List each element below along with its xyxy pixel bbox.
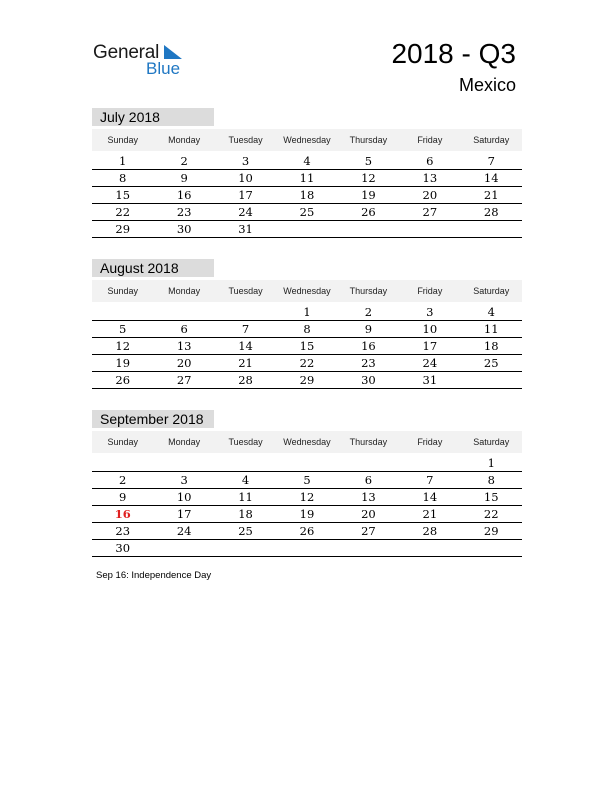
- logo-text-blue: Blue: [146, 59, 181, 78]
- day-cell: 17: [238, 187, 253, 202]
- day-cell: 23: [115, 523, 131, 538]
- weekday-label: Wednesday: [283, 286, 331, 296]
- day-cell: 21: [238, 355, 253, 370]
- month-calendar: [92, 410, 522, 557]
- day-cell: 14: [238, 338, 253, 353]
- day-cell: 28: [238, 372, 253, 387]
- day-cell: 16: [361, 338, 376, 353]
- day-cell: 12: [361, 170, 376, 185]
- day-cell: 4: [303, 154, 311, 168]
- day-cell: 31: [422, 372, 438, 387]
- day-cell: 8: [487, 472, 495, 487]
- weekday-label: Tuesday: [228, 437, 263, 447]
- generalblue-logo: [93, 42, 193, 78]
- day-cell: 26: [115, 372, 131, 387]
- day-cell: [338, 540, 399, 556]
- country-name: Mexico: [458, 75, 516, 95]
- month-calendar: [92, 259, 522, 389]
- week-row: [92, 321, 522, 338]
- day-cell: 5: [303, 472, 311, 487]
- day-cell: 3: [241, 154, 250, 168]
- day-cell: 5: [119, 321, 127, 336]
- day-cell: [276, 221, 337, 237]
- weekday-label: Friday: [417, 286, 443, 296]
- day-cell: 15: [299, 338, 315, 353]
- day-cell: 22: [483, 506, 499, 521]
- day-cell: 19: [299, 506, 315, 521]
- day-cell: 3: [426, 305, 434, 319]
- day-cell: 4: [487, 305, 495, 319]
- day-cell: 14: [483, 170, 499, 185]
- day-cell: 26: [361, 204, 376, 219]
- day-cell: 11: [238, 489, 253, 504]
- week-row: [92, 170, 522, 187]
- weekday-header-row: [92, 431, 522, 453]
- day-cell: [399, 540, 460, 556]
- day-cell: 19: [115, 355, 131, 370]
- day-cell: 28: [422, 523, 438, 538]
- day-cell: 9: [180, 170, 188, 185]
- day-cell: 23: [176, 204, 192, 219]
- day-cell: 22: [115, 204, 131, 219]
- week-row: [92, 204, 522, 221]
- day-cell: 8: [303, 321, 311, 336]
- week-row: [92, 472, 522, 489]
- day-cell: 18: [238, 506, 253, 521]
- day-cell: 21: [483, 187, 499, 202]
- day-cell: 13: [176, 338, 192, 353]
- day-cell: 29: [299, 372, 315, 387]
- day-cell: [338, 221, 399, 237]
- day-cell: [276, 453, 337, 471]
- day-cell: 8: [119, 170, 127, 185]
- logo-text-general: General: [93, 42, 160, 63]
- day-cell: [338, 453, 399, 471]
- day-cell: 24: [422, 355, 438, 370]
- week-row: [92, 523, 522, 540]
- day-cell: 11: [483, 321, 499, 336]
- day-cell: 27: [361, 523, 376, 538]
- day-cell: 2: [364, 305, 373, 319]
- day-cell: [461, 221, 522, 237]
- day-cell: 6: [364, 472, 373, 487]
- weekday-header-row: [92, 129, 522, 151]
- day-cell: 21: [422, 506, 438, 521]
- day-cell: 6: [426, 154, 434, 168]
- day-cell: [215, 453, 276, 471]
- day-cell: 11: [299, 170, 315, 185]
- weekday-label: Saturday: [473, 286, 510, 296]
- day-cell: 20: [422, 187, 438, 202]
- month-calendar: [92, 108, 522, 238]
- weekday-label: Saturday: [473, 437, 510, 447]
- day-cell: 16: [176, 187, 192, 202]
- weekday-label: Thursday: [349, 286, 388, 296]
- day-cell: 16: [114, 506, 131, 521]
- day-cell: 29: [115, 221, 131, 236]
- weekday-label: Sunday: [107, 135, 138, 145]
- weekday-label: Tuesday: [228, 286, 263, 296]
- day-cell: [399, 221, 460, 237]
- day-cell: 10: [422, 321, 438, 336]
- day-cell: 5: [364, 154, 373, 168]
- weekday-label: Wednesday: [283, 135, 331, 145]
- day-cell: 30: [115, 540, 131, 555]
- weekday-label: Sunday: [107, 437, 138, 447]
- day-cell: 1: [119, 154, 127, 168]
- day-cell: 20: [176, 355, 192, 370]
- weekday-label: Sunday: [107, 286, 138, 296]
- day-cell: 6: [180, 321, 188, 336]
- day-cell: 7: [426, 472, 434, 487]
- day-cell: 17: [176, 506, 192, 521]
- weekday-label: Friday: [417, 135, 443, 145]
- day-cell: 20: [361, 506, 376, 521]
- day-cell: 10: [238, 170, 253, 185]
- week-row: [92, 187, 522, 204]
- day-cell: 12: [115, 338, 131, 353]
- day-cell: 25: [238, 523, 253, 538]
- week-row: [92, 338, 522, 355]
- day-cell: 7: [241, 321, 250, 336]
- weekday-label: Monday: [168, 135, 201, 145]
- week-row: [92, 151, 522, 170]
- day-cell: 9: [119, 489, 127, 504]
- day-cell: 29: [483, 523, 499, 538]
- day-cell: 18: [483, 338, 499, 353]
- day-cell: 25: [483, 355, 499, 370]
- day-cell: 19: [361, 187, 376, 202]
- weekday-label: Friday: [417, 437, 443, 447]
- week-row: [92, 221, 522, 238]
- day-cell: 1: [487, 456, 495, 470]
- day-cell: 25: [299, 204, 315, 219]
- day-cell: 13: [422, 170, 438, 185]
- day-cell: [461, 372, 522, 388]
- day-cell: [153, 302, 214, 320]
- weekday-label: Thursday: [349, 437, 388, 447]
- day-cell: 10: [176, 489, 192, 504]
- day-cell: 1: [303, 305, 311, 319]
- day-cell: 4: [241, 472, 250, 487]
- day-cell: 12: [299, 489, 315, 504]
- day-cell: 28: [483, 204, 499, 219]
- day-cell: 27: [422, 204, 438, 219]
- day-cell: [153, 453, 214, 471]
- day-cell: 30: [361, 372, 376, 387]
- day-cell: 2: [180, 154, 188, 168]
- page-title: 2018 - Q3: [391, 38, 516, 69]
- holiday-note: Sep 16: Independence Day: [96, 570, 212, 581]
- day-cell: 14: [422, 489, 438, 504]
- weekday-header-row: [92, 280, 522, 302]
- day-cell: 18: [299, 187, 315, 202]
- day-cell: [215, 540, 276, 556]
- day-cell: 31: [238, 221, 253, 236]
- day-cell: 17: [422, 338, 438, 353]
- day-cell: 2: [119, 472, 127, 487]
- week-row: [92, 372, 522, 389]
- month-name: August 2018: [92, 259, 214, 277]
- week-row: [92, 489, 522, 506]
- month-name: July 2018: [92, 108, 214, 126]
- week-row: [92, 453, 522, 472]
- day-cell: 24: [176, 523, 192, 538]
- day-cell: 23: [361, 355, 376, 370]
- day-cell: 9: [364, 321, 373, 336]
- day-cell: [461, 540, 522, 556]
- day-cell: 3: [180, 472, 188, 487]
- weekday-label: Monday: [168, 437, 201, 447]
- weekday-label: Tuesday: [228, 135, 263, 145]
- weekday-label: Wednesday: [283, 437, 331, 447]
- day-cell: 7: [487, 154, 495, 168]
- week-row: [92, 506, 522, 523]
- day-cell: 26: [299, 523, 315, 538]
- day-cell: 15: [115, 187, 131, 202]
- day-cell: [399, 453, 460, 471]
- day-cell: [276, 540, 337, 556]
- week-row: [92, 302, 522, 321]
- day-cell: 22: [299, 355, 315, 370]
- week-row: [92, 355, 522, 372]
- day-cell: 27: [176, 372, 192, 387]
- day-cell: 13: [361, 489, 376, 504]
- day-cell: [92, 453, 153, 471]
- day-cell: [92, 302, 153, 320]
- month-name: September 2018: [92, 410, 214, 428]
- week-row: [92, 540, 522, 557]
- day-cell: [153, 540, 214, 556]
- day-cell: 24: [238, 204, 253, 219]
- weekday-label: Saturday: [473, 135, 510, 145]
- day-cell: [215, 302, 276, 320]
- weekday-label: Monday: [168, 286, 201, 296]
- day-cell: 15: [483, 489, 499, 504]
- weekday-label: Thursday: [349, 135, 388, 145]
- day-cell: 30: [176, 221, 192, 236]
